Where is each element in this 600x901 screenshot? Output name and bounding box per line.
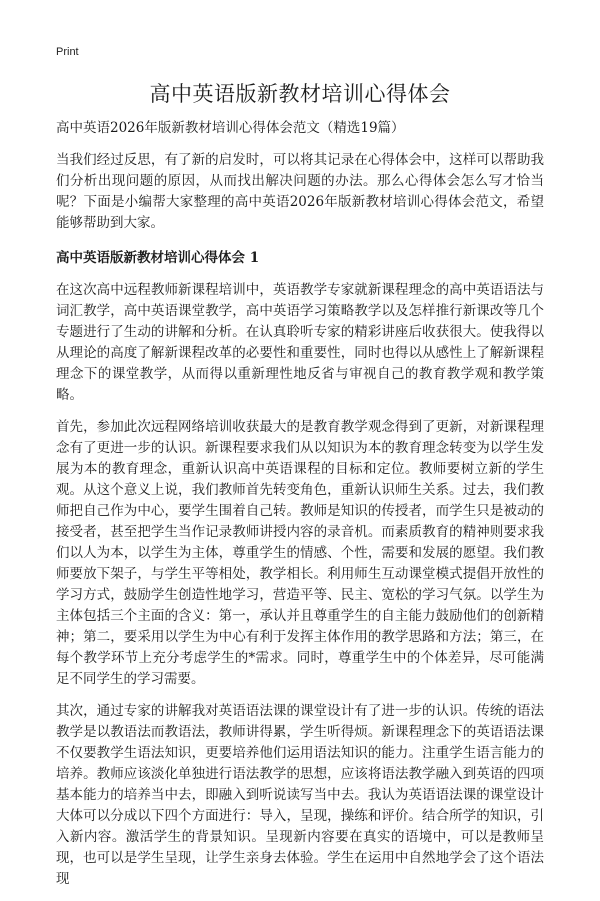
- body-paragraph-1: 在这次高中远程教师新课程培训中，英语教学专家就新课程理念的高中英语语法与词汇教学，高中英语课堂教学，高中英语学习策略教学以及怎样推行新课改等几个专题进行了生动的讲解和分析。在认真聆听专家的精彩讲座后收获很大。使我得以从理论的高度了解新课程改革的必要性和重要性，同时也得以从感性上了解新课程理念下的课堂教学，从而得以重新理性地反省与审视自己的教育教学观和教学策略。: [56, 282, 544, 403]
- body-paragraph-2: 首先，参加此次远程网络培训收获最大的是教育教学观念得到了更新，对新课程理念有了更进一步的认识。新课程要求我们从以知识为本的教育理念转变为以学生发展为本的教育理念，重新认识高中英语课程的目标和定位。教师要树立新的学生观。从这个意义上说，我们教师首先转变角色，重新认识师生关系。过去，我们教师把自己作为中心，要学生围着自己转。教师是知识的传授者，而学生只是被动的接受者，甚至把学生当作记录教师讲授内容的录音机。而素质教育的精神则要求我们以人为本，以学生为主体，尊重学生的情感、个性，需要和发展的愿望。我们教师要放下架子，与学生平等相处，教学相长。利用师生互动课堂模式提倡开放性的学习方式，鼓励学生创造性地学习，营造平等、民主、宽松的学习气氛。以学生为主体包括三个主面的含义：第一，承认并且尊重学生的自主能力鼓励他们的创新精神；第二，要采用以学生为中心有利于发挥主体作用的教学思路和方法；第三，在每个教学环节上充分考虑学生的*需求。同时，尊重学生中的个体差异，尽可能满足不同学生的学习需要。: [56, 419, 544, 687]
- intro-paragraph: 当我们经过反思，有了新的启发时，可以将其记录在心得体会中，这样可以帮助我们分析出现问题的原因，从而找出解决问题的办法。那么心得体会怎么写才恰当呢？下面是小编帮大家整理的高中英语2026年版新教材培训心得体会范文，希望能够帮助到大家。: [56, 152, 544, 231]
- body-paragraph-3: 其次，通过专家的讲解我对英语语法课的课堂设计有了进一步的认识。传统的语法教学是以教语法而教语法，教师讲得累，学生听得烦。新课程理念下的英语语法课不仅要教学生语法知识，更要培养他们运用语法知识的能力。注重学生语言能力的培养。教师应该淡化单独进行语法教学的思想，应该将语法教学融入到英语的四项基本能力的培养当中去，即融入到听说读写当中去。我认为英语语法课的课堂设计大体可以分成以下四个方面进行：导入，呈现，操练和评价。结合所学的知识，引入新内容。激活学生的背景知识。呈现新内容要在真实的语境中，可以是教师呈现，也可以是学生呈现，让学生亲身去体验。学生在运用中自然地学会了这个语法现: [56, 703, 544, 887]
- document-title: 高中英语版新教材培训心得体会: [149, 82, 451, 106]
- document-subtitle: 高中英语2026年版新教材培训心得体会范文（精选19篇）: [56, 120, 405, 136]
- section-title: 高中英语版新教材培训心得体会 1: [56, 250, 260, 266]
- print-link[interactable]: Print: [56, 46, 79, 58]
- document-body: [56, 118, 544, 901]
